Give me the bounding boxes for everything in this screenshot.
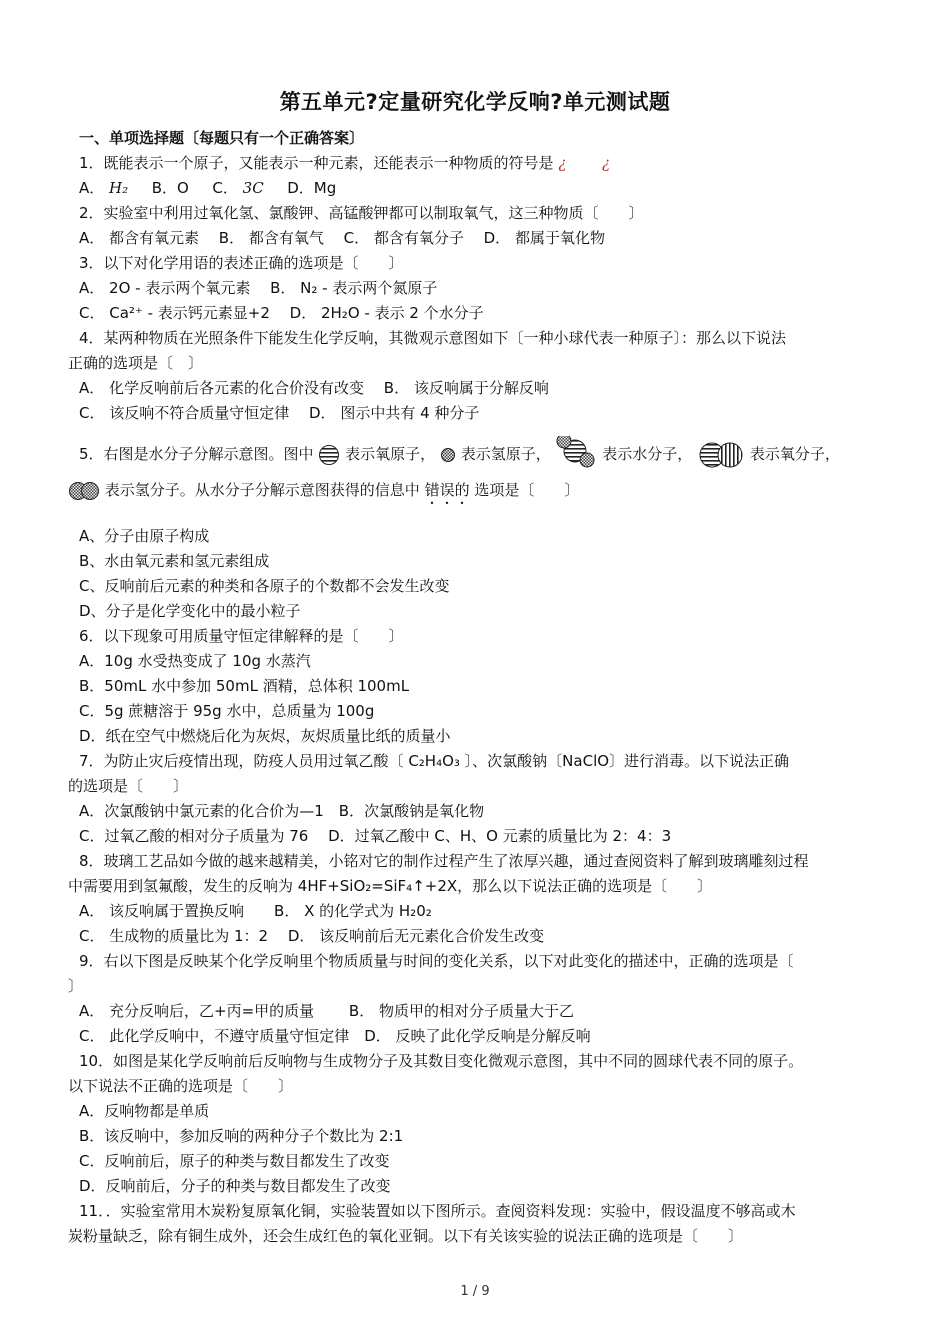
question-10-stem: 10．如图是某化学反响前后反响物与生成物分子及其数目变化微观示意图，其中不同的圆球代表不同的原子。 <box>79 1052 804 1070</box>
question-10-option-c: C．反响前后，原子的种类与数目都发生了改变 <box>79 1152 390 1170</box>
hydrogen-atom-icon <box>440 447 456 463</box>
question-9-options-ab: A． 充分反响后，乙+丙=甲的质量 B． 物质甲的相对分子质量大于乙 <box>79 1002 574 1020</box>
question-4-stem-cont: 正确的选项是〔 〕 <box>68 354 204 372</box>
question-9-options-cd: C． 此化学反响中，不遵守质量守恒定律 D． 反映了此化学反响是分解反响 <box>79 1027 591 1045</box>
question-7-options-ab: A．次氯酸钠中氯元素的化合价为—1 B．次氯酸钠是氧化物 <box>79 802 485 820</box>
question-4-options-cd: C． 该反响不符合质量守恒定律 D． 图示中共有 4 种分子 <box>79 404 480 422</box>
question-5-option-b: B、水由氧元素和氢元素组成 <box>79 552 270 570</box>
question-5-option-d: D、分子是化学变化中的最小粒子 <box>79 602 301 620</box>
page-number: 1 / 9 <box>460 1284 490 1299</box>
question-6-option-c: C．5g 蔗糖溶于 95g 水中，总质量为 100g <box>79 702 375 720</box>
page-title: 第五单元?定量研究化学反响?单元测试题 <box>279 90 671 114</box>
q1-option-a-label: A． <box>79 179 105 197</box>
question-1-blank-close: ¿ <box>601 154 610 172</box>
water-molecule-icon <box>555 436 597 468</box>
spacer <box>68 426 884 436</box>
question-2-stem: 2．实验室中利用过氧化氢、氯酸钾、高锰酸钾都可以制取氧气，这三种物质〔 〕 <box>79 204 644 222</box>
question-11-stem-cont: 炭粉量缺乏，除有铜生成外，还会生成红色的氧化亚铜。以下有关该实验的说法正确的选项是〔 〕 <box>68 1227 744 1245</box>
question-4-options-ab: A． 化学反响前后各元素的化合价没有改变 B． 该反响属于分解反响 <box>79 379 549 397</box>
question-1-options <box>68 176 884 201</box>
question-8-stem: 8．玻璃工艺品如今做的越来越精美，小铭对它的制作过程产生了浓厚兴趣，通过查阅资料了解到玻璃雕刻过程 <box>79 852 809 870</box>
q1-option-b: B．O <box>151 179 189 197</box>
question-10-option-d: D．反响前后，分子的种类与数目都发生了改变 <box>79 1177 391 1195</box>
q5-text-3: 表示氢原子， <box>460 445 551 463</box>
question-6-option-b: B．50mL 水中参加 50mL 酒精，总体积 100mL <box>79 677 410 695</box>
question-9-stem-cont: 〕 <box>68 977 84 995</box>
question-8-options-ab: A． 该反响属于置换反响 B． X 的化学式为 H₂0₂ <box>79 902 432 920</box>
question-5-stem-cont <box>68 472 884 508</box>
question-4-stem: 4．某两种物质在光照条件下能发生化学反响，其微观示意图如下〔一种小球代表一种原子〕：那么以下说法 <box>79 329 787 347</box>
oxygen-molecule-icon <box>697 440 745 470</box>
question-8-stem-cont: 中需要用到氢氟酸，发生的反响为 4HF+SiO₂=SiF₄↑+2X，那么以下说法正确的选项是〔 〕 <box>68 877 713 895</box>
question-7-stem-cont: 的选项是〔 〕 <box>68 777 189 795</box>
q1-option-a-formula: H₂ <box>109 179 129 197</box>
question-6-option-a: A．10g 水受热变成了 10g 水蒸汽 <box>79 652 311 670</box>
question-list <box>68 126 884 1249</box>
question-10-option-a: A．反响物都是单质 <box>79 1102 210 1120</box>
question-9-stem: 9．右以下图是反映某个化学反响里个物质质量与时间的变化关系，以下对此变化的描述中，正确的选项是〔 <box>79 952 794 970</box>
q5-text-6: 表示氢分子。从水分子分解示意图获得的信息中 <box>104 481 420 499</box>
question-7-options-cd: C．过氧乙酸的相对分子质量为 76 D．过氧乙酸中 C、H、O 元素的质量比为 2：4：3 <box>79 827 672 845</box>
question-8-options-cd: C． 生成物的质量比为 1：2 D． 该反响前后无元素化合价发生改变 <box>79 927 545 945</box>
question-3-options-cd: C． Ca²⁺ - 表示钙元素显+2 D． 2H₂O - 表示 2 个水分子 <box>79 304 484 322</box>
question-5-option-c: C、反响前后元素的种类和各原子的个数都不会发生改变 <box>79 577 450 595</box>
q5-emphasis: 错误的 <box>424 481 470 499</box>
q5-text-2: 表示氧原子， <box>345 445 436 463</box>
question-1-stem <box>68 151 884 176</box>
question-6-stem: 6．以下现象可用质量守恒定律解释的是〔 〕 <box>79 627 404 645</box>
question-1-text: 1．既能表示一个原子，又能表示一种元素，还能表示一种物质的符号是 <box>79 154 554 172</box>
question-7-stem: 7．为防止灾后疫情出现，防疫人员用过氧乙酸〔 C₂H₄O₃ 〕、次氯酸钠〔NaClO〕进行消毒。以下说法正确 <box>79 752 790 770</box>
question-3-stem: 3．以下对化学用语的表述正确的选项是〔 〕 <box>79 254 404 272</box>
spacer <box>68 508 884 524</box>
question-10-option-b: B．该反响中，参加反响的两种分子个数比为 2:1 <box>79 1127 404 1145</box>
hydrogen-molecule-icon <box>68 480 100 502</box>
section-heading: 一、单项选择题〔每题只有一个正确答案〕 <box>79 129 365 147</box>
question-3-options-ab: A． 2O - 表示两个氧元素 B． N₂ - 表示两个氮原子 <box>79 279 438 297</box>
q5-text-7: 选项是〔 〕 <box>474 481 580 499</box>
q1-option-c-label: C． <box>212 179 238 197</box>
question-5-option-a: A、分子由原子构成 <box>79 527 210 545</box>
q1-option-d: D．Mg <box>287 179 337 197</box>
question-2-options: A． 都含有氧元素 B． 都含有氧气 C． 都含有氧分子 D． 都属于氧化物 <box>79 229 605 247</box>
question-1-blank-open: ¿ <box>558 154 567 172</box>
question-10-stem-cont: 以下说法不正确的选项是〔 〕 <box>68 1077 294 1095</box>
q5-text-1: 5．右图是水分子分解示意图。图中 <box>79 445 314 463</box>
question-5-stem <box>68 436 884 472</box>
question-11-stem: 11．．实验室常用木炭粉复原氧化铜，实验装置如以下图所示。查阅资料发现：实验中，假设温度不够高或木 <box>79 1202 796 1220</box>
q5-text-5: 表示氧分子， <box>749 445 840 463</box>
q1-option-c-formula: 3C <box>242 179 264 197</box>
oxygen-atom-icon <box>318 444 340 466</box>
question-6-option-d: D．纸在空气中燃烧后化为灰烬，灰烬质量比纸的质量小 <box>79 727 451 745</box>
q5-text-4: 表示水分子， <box>602 445 693 463</box>
